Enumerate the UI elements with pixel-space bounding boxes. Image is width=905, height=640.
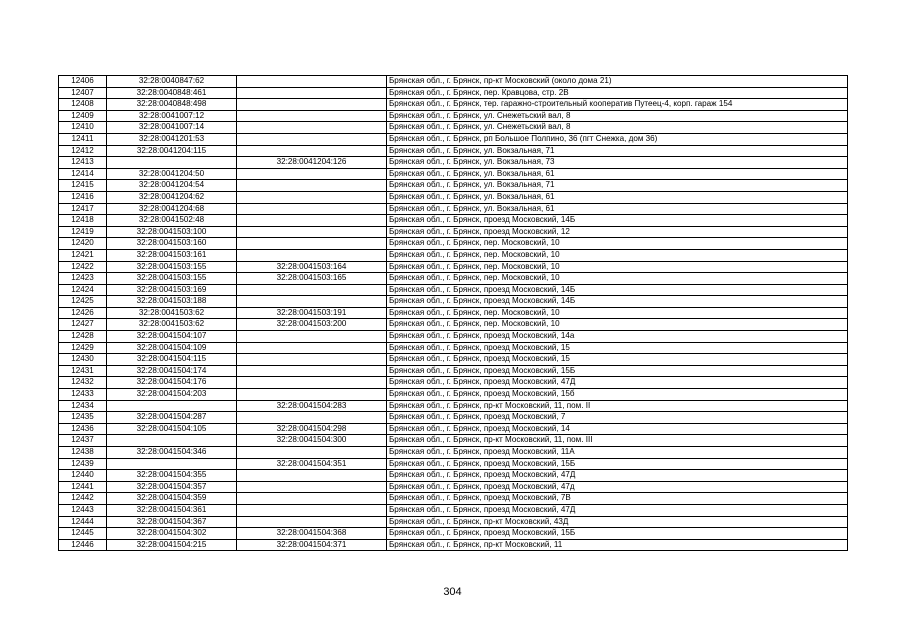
registry-table bbox=[58, 75, 848, 551]
cadastral-number-cell: 32:28:0041503:161 bbox=[107, 249, 237, 261]
table-row bbox=[59, 226, 848, 238]
table-row bbox=[59, 400, 848, 412]
table-row bbox=[59, 249, 848, 261]
row-number-cell: 12424 bbox=[59, 284, 107, 296]
address-cell: Брянская обл., г. Брянск, ул. Снежетьский вал, 8 bbox=[387, 110, 848, 122]
table-row bbox=[59, 284, 848, 296]
cadastral-number-cell: 32:28:0041504:346 bbox=[107, 447, 237, 459]
address-cell: Брянская обл., г. Брянск, проезд Московский, 7В bbox=[387, 493, 848, 505]
cadastral-number-cell: 32:28:0040848:461 bbox=[107, 87, 237, 99]
table-row bbox=[59, 331, 848, 343]
row-number-cell: 12417 bbox=[59, 203, 107, 215]
table-row bbox=[59, 539, 848, 551]
row-number-cell: 12425 bbox=[59, 296, 107, 308]
table-row bbox=[59, 504, 848, 516]
table-row bbox=[59, 389, 848, 401]
table-row bbox=[59, 307, 848, 319]
table-row bbox=[59, 365, 848, 377]
related-cadastral-number-cell: 32:28:0041504:283 bbox=[237, 400, 387, 412]
row-number-cell: 12446 bbox=[59, 539, 107, 551]
cadastral-number-cell: 32:28:0041204:54 bbox=[107, 180, 237, 192]
address-cell: Брянская обл., г. Брянск, проезд Московский, 12 bbox=[387, 226, 848, 238]
address-cell: Брянская обл., г. Брянск, пр-кт Московский, 11, пом. III bbox=[387, 435, 848, 447]
cadastral-number-cell: 32:28:0040847:62 bbox=[107, 76, 237, 88]
related-cadastral-number-cell: 32:28:0041503:164 bbox=[237, 261, 387, 273]
cadastral-number-cell: 32:28:0041503:62 bbox=[107, 307, 237, 319]
address-cell: Брянская обл., г. Брянск, проезд Московский, 14 bbox=[387, 423, 848, 435]
related-cadastral-number-cell bbox=[237, 203, 387, 215]
address-cell: Брянская обл., г. Брянск, ул. Вокзальная, 73 bbox=[387, 157, 848, 169]
table-row bbox=[59, 261, 848, 273]
table-row bbox=[59, 342, 848, 354]
row-number-cell: 12440 bbox=[59, 470, 107, 482]
address-cell: Брянская обл., г. Брянск, ул. Вокзальная, 61 bbox=[387, 203, 848, 215]
address-cell: Брянская обл., г. Брянск, пер. Московский, 10 bbox=[387, 307, 848, 319]
address-cell: Брянская обл., г. Брянск, пер. Московский, 10 bbox=[387, 238, 848, 250]
row-number-cell: 12444 bbox=[59, 516, 107, 528]
table-row bbox=[59, 377, 848, 389]
cadastral-number-cell bbox=[107, 157, 237, 169]
row-number-cell: 12439 bbox=[59, 458, 107, 470]
related-cadastral-number-cell bbox=[237, 331, 387, 343]
related-cadastral-number-cell bbox=[237, 447, 387, 459]
related-cadastral-number-cell bbox=[237, 122, 387, 134]
related-cadastral-number-cell: 32:28:0041503:191 bbox=[237, 307, 387, 319]
row-number-cell: 12431 bbox=[59, 365, 107, 377]
address-cell: Брянская обл., г. Брянск, пр-кт Московский, 43Д bbox=[387, 516, 848, 528]
table-row bbox=[59, 238, 848, 250]
row-number-cell: 12422 bbox=[59, 261, 107, 273]
row-number-cell: 12436 bbox=[59, 423, 107, 435]
related-cadastral-number-cell bbox=[237, 145, 387, 157]
cadastral-number-cell: 32:28:0041504:203 bbox=[107, 389, 237, 401]
row-number-cell: 12429 bbox=[59, 342, 107, 354]
related-cadastral-number-cell bbox=[237, 238, 387, 250]
table-row bbox=[59, 122, 848, 134]
related-cadastral-number-cell bbox=[237, 133, 387, 145]
address-cell: Брянская обл., г. Брянск, тер. гаражно-строительный кооператив Путеец-4, корп. гараж 154 bbox=[387, 99, 848, 111]
table-row bbox=[59, 215, 848, 227]
cadastral-number-cell: 32:28:0041204:62 bbox=[107, 191, 237, 203]
table-row bbox=[59, 145, 848, 157]
cadastral-number-cell: 32:28:0041504:355 bbox=[107, 470, 237, 482]
address-cell: Брянская обл., г. Брянск, пр-кт Московский, 11, пом. II bbox=[387, 400, 848, 412]
cadastral-number-cell bbox=[107, 458, 237, 470]
cadastral-number-cell: 32:28:0041504:105 bbox=[107, 423, 237, 435]
cadastral-number-cell: 32:28:0041503:155 bbox=[107, 273, 237, 285]
cadastral-number-cell: 32:28:0041504:174 bbox=[107, 365, 237, 377]
address-cell: Брянская обл., г. Брянск, ул. Вокзальная, 61 bbox=[387, 191, 848, 203]
cadastral-number-cell: 32:28:0041007:14 bbox=[107, 122, 237, 134]
table-row bbox=[59, 447, 848, 459]
address-cell: Брянская обл., г. Брянск, проезд Московский, 15б bbox=[387, 389, 848, 401]
row-number-cell: 12426 bbox=[59, 307, 107, 319]
cadastral-number-cell bbox=[107, 400, 237, 412]
cadastral-number-cell: 32:28:0041504:115 bbox=[107, 354, 237, 366]
page-number: 304 bbox=[443, 586, 462, 598]
address-cell: Брянская обл., г. Брянск, проезд Московский, 11А bbox=[387, 447, 848, 459]
related-cadastral-number-cell: 32:28:0041503:200 bbox=[237, 319, 387, 331]
cadastral-number-cell: 32:28:0041503:100 bbox=[107, 226, 237, 238]
address-cell: Брянская обл., г. Брянск, проезд Московский, 14Б bbox=[387, 215, 848, 227]
row-number-cell: 12421 bbox=[59, 249, 107, 261]
address-cell: Брянская обл., г. Брянск, пр-кт Московский, 11 bbox=[387, 539, 848, 551]
table-row bbox=[59, 180, 848, 192]
table-row bbox=[59, 296, 848, 308]
address-cell: Брянская обл., г. Брянск, ул. Вокзальная, 61 bbox=[387, 168, 848, 180]
row-number-cell: 12412 bbox=[59, 145, 107, 157]
cadastral-number-cell: 32:28:0041504:302 bbox=[107, 528, 237, 540]
table-row bbox=[59, 191, 848, 203]
row-number-cell: 12418 bbox=[59, 215, 107, 227]
table-row bbox=[59, 319, 848, 331]
address-cell: Брянская обл., г. Брянск, проезд Московский, 14Б bbox=[387, 296, 848, 308]
table-row bbox=[59, 470, 848, 482]
related-cadastral-number-cell bbox=[237, 412, 387, 424]
related-cadastral-number-cell bbox=[237, 504, 387, 516]
related-cadastral-number-cell bbox=[237, 377, 387, 389]
cadastral-number-cell: 32:28:0041504:359 bbox=[107, 493, 237, 505]
table-row bbox=[59, 435, 848, 447]
address-cell: Брянская обл., г. Брянск, проезд Московский, 15Б bbox=[387, 458, 848, 470]
table-row bbox=[59, 528, 848, 540]
address-cell: Брянская обл., г. Брянск, проезд Московский, 14Б bbox=[387, 284, 848, 296]
related-cadastral-number-cell bbox=[237, 389, 387, 401]
related-cadastral-number-cell bbox=[237, 215, 387, 227]
row-number-cell: 12442 bbox=[59, 493, 107, 505]
table-row bbox=[59, 110, 848, 122]
related-cadastral-number-cell bbox=[237, 365, 387, 377]
address-cell: Брянская обл., г. Брянск, пер. Московский, 10 bbox=[387, 261, 848, 273]
cadastral-number-cell: 32:28:0041503:160 bbox=[107, 238, 237, 250]
row-number-cell: 12419 bbox=[59, 226, 107, 238]
row-number-cell: 12407 bbox=[59, 87, 107, 99]
related-cadastral-number-cell bbox=[237, 296, 387, 308]
cadastral-number-cell bbox=[107, 435, 237, 447]
cadastral-number-cell: 32:28:0041504:215 bbox=[107, 539, 237, 551]
row-number-cell: 12427 bbox=[59, 319, 107, 331]
address-cell: Брянская обл., г. Брянск, ул. Вокзальная, 71 bbox=[387, 145, 848, 157]
table-row bbox=[59, 76, 848, 88]
related-cadastral-number-cell: 32:28:0041503:165 bbox=[237, 273, 387, 285]
row-number-cell: 12406 bbox=[59, 76, 107, 88]
related-cadastral-number-cell bbox=[237, 76, 387, 88]
related-cadastral-number-cell bbox=[237, 110, 387, 122]
related-cadastral-number-cell bbox=[237, 249, 387, 261]
table-row bbox=[59, 481, 848, 493]
cadastral-number-cell: 32:28:0041007:12 bbox=[107, 110, 237, 122]
related-cadastral-number-cell bbox=[237, 168, 387, 180]
related-cadastral-number-cell bbox=[237, 342, 387, 354]
cadastral-number-cell: 32:28:0040848:498 bbox=[107, 99, 237, 111]
table-row bbox=[59, 273, 848, 285]
address-cell: Брянская обл., г. Брянск, пер. Московский, 10 bbox=[387, 319, 848, 331]
table-row bbox=[59, 87, 848, 99]
related-cadastral-number-cell: 32:28:0041504:368 bbox=[237, 528, 387, 540]
row-number-cell: 12416 bbox=[59, 191, 107, 203]
row-number-cell: 12443 bbox=[59, 504, 107, 516]
table-row bbox=[59, 133, 848, 145]
address-cell: Брянская обл., г. Брянск, проезд Московский, 47Д bbox=[387, 377, 848, 389]
table-row bbox=[59, 168, 848, 180]
row-number-cell: 12408 bbox=[59, 99, 107, 111]
cadastral-number-cell: 32:28:0041504:357 bbox=[107, 481, 237, 493]
row-number-cell: 12409 bbox=[59, 110, 107, 122]
cadastral-number-cell: 32:28:0041504:107 bbox=[107, 331, 237, 343]
related-cadastral-number-cell bbox=[237, 226, 387, 238]
cadastral-number-cell: 32:28:0041204:50 bbox=[107, 168, 237, 180]
table-row bbox=[59, 203, 848, 215]
cadastral-number-cell: 32:28:0041503:62 bbox=[107, 319, 237, 331]
related-cadastral-number-cell bbox=[237, 191, 387, 203]
related-cadastral-number-cell: 32:28:0041504:371 bbox=[237, 539, 387, 551]
cadastral-number-cell: 32:28:0041502:48 bbox=[107, 215, 237, 227]
registry-table-body bbox=[59, 76, 848, 551]
cadastral-number-cell: 32:28:0041503:188 bbox=[107, 296, 237, 308]
related-cadastral-number-cell bbox=[237, 87, 387, 99]
row-number-cell: 12445 bbox=[59, 528, 107, 540]
row-number-cell: 12438 bbox=[59, 447, 107, 459]
address-cell: Брянская обл., г. Брянск, проезд Московский, 47Д bbox=[387, 504, 848, 516]
address-cell: Брянская обл., г. Брянск, ул. Снежетьский вал, 8 bbox=[387, 122, 848, 134]
related-cadastral-number-cell: 32:28:0041504:351 bbox=[237, 458, 387, 470]
address-cell: Брянская обл., г. Брянск, проезд Московский, 15Б bbox=[387, 528, 848, 540]
row-number-cell: 12435 bbox=[59, 412, 107, 424]
related-cadastral-number-cell: 32:28:0041204:126 bbox=[237, 157, 387, 169]
related-cadastral-number-cell bbox=[237, 284, 387, 296]
row-number-cell: 12433 bbox=[59, 389, 107, 401]
table-row bbox=[59, 99, 848, 111]
related-cadastral-number-cell bbox=[237, 481, 387, 493]
row-number-cell: 12420 bbox=[59, 238, 107, 250]
related-cadastral-number-cell bbox=[237, 354, 387, 366]
address-cell: Брянская обл., г. Брянск, проезд Московский, 14а bbox=[387, 331, 848, 343]
row-number-cell: 12411 bbox=[59, 133, 107, 145]
row-number-cell: 12415 bbox=[59, 180, 107, 192]
address-cell: Брянская обл., г. Брянск, пер. Московский, 10 bbox=[387, 249, 848, 261]
row-number-cell: 12428 bbox=[59, 331, 107, 343]
cadastral-number-cell: 32:28:0041204:68 bbox=[107, 203, 237, 215]
cadastral-number-cell: 32:28:0041504:367 bbox=[107, 516, 237, 528]
table-row bbox=[59, 412, 848, 424]
address-cell: Брянская обл., г. Брянск, проезд Московский, 15Б bbox=[387, 365, 848, 377]
related-cadastral-number-cell bbox=[237, 180, 387, 192]
address-cell: Брянская обл., г. Брянск, проезд Московский, 7 bbox=[387, 412, 848, 424]
table-row bbox=[59, 157, 848, 169]
cadastral-number-cell: 32:28:0041504:287 bbox=[107, 412, 237, 424]
address-cell: Брянская обл., г. Брянск, проезд Московский, 47д bbox=[387, 481, 848, 493]
related-cadastral-number-cell: 32:28:0041504:300 bbox=[237, 435, 387, 447]
address-cell: Брянская обл., г. Брянск, пр-кт Московский (около дома 21) bbox=[387, 76, 848, 88]
cadastral-number-cell: 32:28:0041503:155 bbox=[107, 261, 237, 273]
row-number-cell: 12414 bbox=[59, 168, 107, 180]
row-number-cell: 12413 bbox=[59, 157, 107, 169]
address-cell: Брянская обл., г. Брянск, рп Большое Полпино, 36 (пгт Снежка, дом 36) bbox=[387, 133, 848, 145]
address-cell: Брянская обл., г. Брянск, пер. Кравцова, стр. 2В bbox=[387, 87, 848, 99]
cadastral-number-cell: 32:28:0041504:176 bbox=[107, 377, 237, 389]
table-row bbox=[59, 423, 848, 435]
cadastral-number-cell: 32:28:0041504:109 bbox=[107, 342, 237, 354]
cadastral-number-cell: 32:28:0041503:169 bbox=[107, 284, 237, 296]
address-cell: Брянская обл., г. Брянск, проезд Московский, 47Д bbox=[387, 470, 848, 482]
address-cell: Брянская обл., г. Брянск, проезд Московский, 15 bbox=[387, 354, 848, 366]
table-row bbox=[59, 516, 848, 528]
related-cadastral-number-cell: 32:28:0041504:298 bbox=[237, 423, 387, 435]
table-row bbox=[59, 354, 848, 366]
related-cadastral-number-cell bbox=[237, 493, 387, 505]
table-row bbox=[59, 458, 848, 470]
cadastral-number-cell: 32:28:0041201:53 bbox=[107, 133, 237, 145]
row-number-cell: 12423 bbox=[59, 273, 107, 285]
row-number-cell: 12410 bbox=[59, 122, 107, 134]
address-cell: Брянская обл., г. Брянск, проезд Московский, 15 bbox=[387, 342, 848, 354]
table-row bbox=[59, 493, 848, 505]
address-cell: Брянская обл., г. Брянск, ул. Вокзальная, 71 bbox=[387, 180, 848, 192]
row-number-cell: 12434 bbox=[59, 400, 107, 412]
related-cadastral-number-cell bbox=[237, 516, 387, 528]
row-number-cell: 12437 bbox=[59, 435, 107, 447]
related-cadastral-number-cell bbox=[237, 99, 387, 111]
address-cell: Брянская обл., г. Брянск, пер. Московский, 10 bbox=[387, 273, 848, 285]
cadastral-number-cell: 32:28:0041504:361 bbox=[107, 504, 237, 516]
cadastral-number-cell: 32:28:0041204:115 bbox=[107, 145, 237, 157]
row-number-cell: 12430 bbox=[59, 354, 107, 366]
row-number-cell: 12441 bbox=[59, 481, 107, 493]
related-cadastral-number-cell bbox=[237, 470, 387, 482]
row-number-cell: 12432 bbox=[59, 377, 107, 389]
